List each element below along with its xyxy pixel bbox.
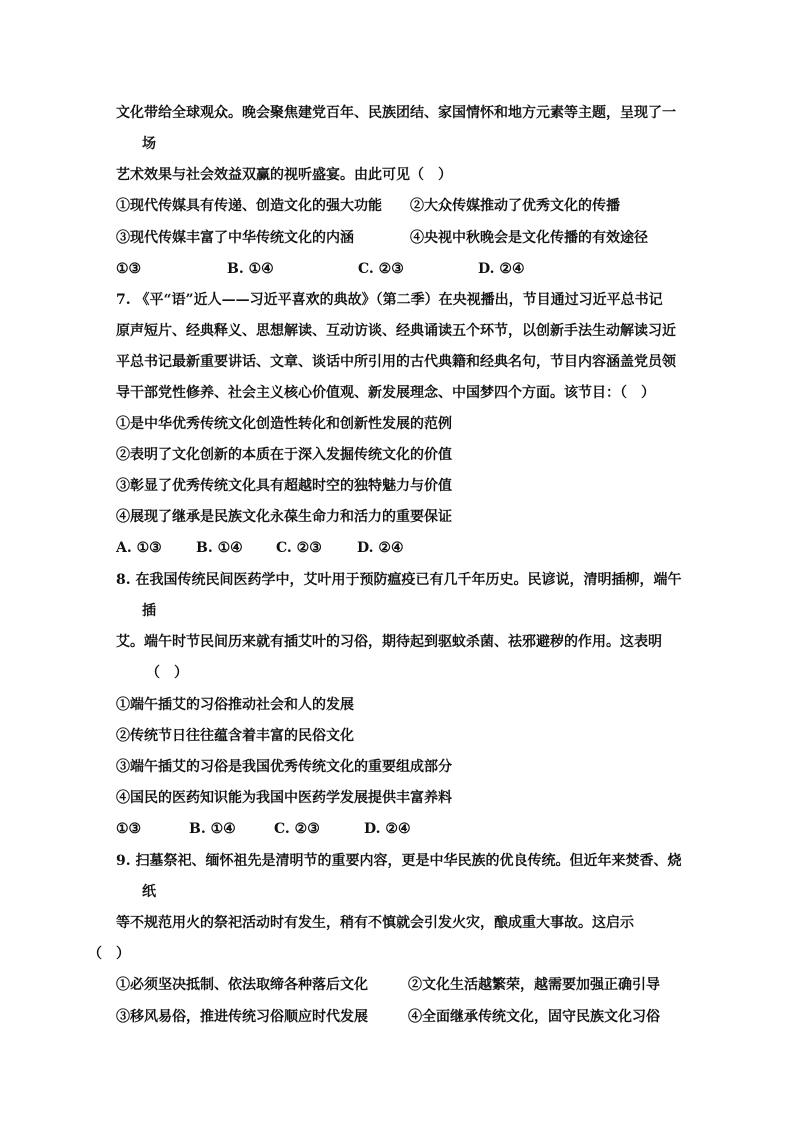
q8-option-2: ②传统节日往往蕴含着丰富的民俗文化 [116,728,354,744]
q7-option-2: ②表明了文化创新的本质在于深入发掘传统文化的价值 [116,447,452,463]
q8-line1-wrap: 插 [142,603,156,619]
q6-choice-b: B. ①④ [227,261,274,277]
q9-line1-wrap: 纸 [142,884,156,900]
q7-option-4: ④展现了继承是民族文化永葆生命力和活力的重要保证 [116,509,452,525]
q6-line2: 艺术效果与社会效益双赢的视听盛宴。由此可见（ ） [116,167,452,183]
q7-choice-b: B. ①④ [196,540,243,556]
q7-choice-d: D. ②④ [357,540,404,556]
q7-line3: 平总书记最新重要讲话、文章、谈话中所引用的古代典籍和经典名句，节目内容涵盖党员领 [116,354,676,370]
q6-option-1: ①现代传媒具有传递、创造文化的强大功能 [116,198,382,214]
q6-option-4: ④央视中秋晚会是文化传播的有效途径 [410,230,648,246]
q6-choice-c: C. ②③ [358,261,404,277]
q6-line1: 文化带给全球观众。晚会聚焦建党百年、民族团结、家国情怀和地方元素等主题，呈现了一 [116,105,676,121]
q9-line2: 等不规范用火的祭祀活动时有发生，稍有不慎就会引发火灾，酿成重大事故。这启示 [116,915,634,931]
q6-choice-a: ①③ [116,261,142,277]
q8-line2: 艾。端午时节民间历来就有插艾叶的习俗，期待起到驱蚊杀菌、祛邪避秽的作用。这表明 [116,634,662,650]
q7-choice-a: A. ①③ [116,540,162,556]
q8-line1: 8. 在我国传统民间医药学中，艾叶用于预防瘟疫已有几千年历史。民谚说，清明插柳，端午 [116,572,682,588]
q6-choice-d: D. ②④ [478,261,525,277]
q9-option-1: ①必须坚决抵制、依法取缔各种落后文化 [116,977,368,993]
q8-option-4: ④国民的医药知识能为我国中医药学发展提供丰富养料 [116,790,452,806]
q7-line1: 7. 《平“语”近人——习近平喜欢的典故》（第二季）在央视播出，节目通过习近平总书记 [116,292,663,308]
q8-option-3: ③端午插艾的习俗是我国优秀传统文化的重要组成部分 [116,759,452,775]
q6-line1-wrap: 场 [142,136,156,152]
q8-option-1: ①端午插艾的习俗推动社会和人的发展 [116,697,354,713]
q6-option-3: ③现代传媒丰富了中华传统文化的内涵 [116,230,354,246]
q7-option-3: ③彰显了优秀传统文化具有超越时空的独特魅力与价值 [116,478,452,494]
q7-option-1: ①是中华优秀传统文化创造性转化和创新性发展的范例 [116,416,452,432]
q9-option-2: ②文化生活越繁荣，越需要加强正确引导 [408,977,660,993]
q7-line4: 导干部党性修养、社会主义核心价值观、新发展理念、中国梦四个方面。该节目：（ ） [116,385,655,401]
q8-choice-c: C. ②③ [274,821,320,837]
q9-line2-wrap: （ ） [88,946,130,962]
q6-option-2: ②大众传媒推动了优秀文化的传播 [410,198,620,214]
q8-choice-a: ①③ [116,821,142,837]
q7-choice-c: C. ②③ [276,540,322,556]
q9-option-3: ③移风易俗，推进传统习俗顺应时代发展 [116,1009,368,1025]
q7-line2: 原声短片、经典释义、思想解读、互动访谈、经典诵读五个环节，以创新手法生动解读习近 [116,323,676,339]
q8-line2-wrap: （ ） [146,665,188,681]
q8-choice-d: D. ②④ [364,821,411,837]
q8-choice-b: B. ①④ [189,821,236,837]
q9-option-4: ④全面继承传统文化，固守民族文化习俗 [408,1009,660,1025]
q9-line1: 9. 扫墓祭祀、缅怀祖先是清明节的重要内容，更是中华民族的优良传统。但近年来焚香、烧 [116,853,682,869]
